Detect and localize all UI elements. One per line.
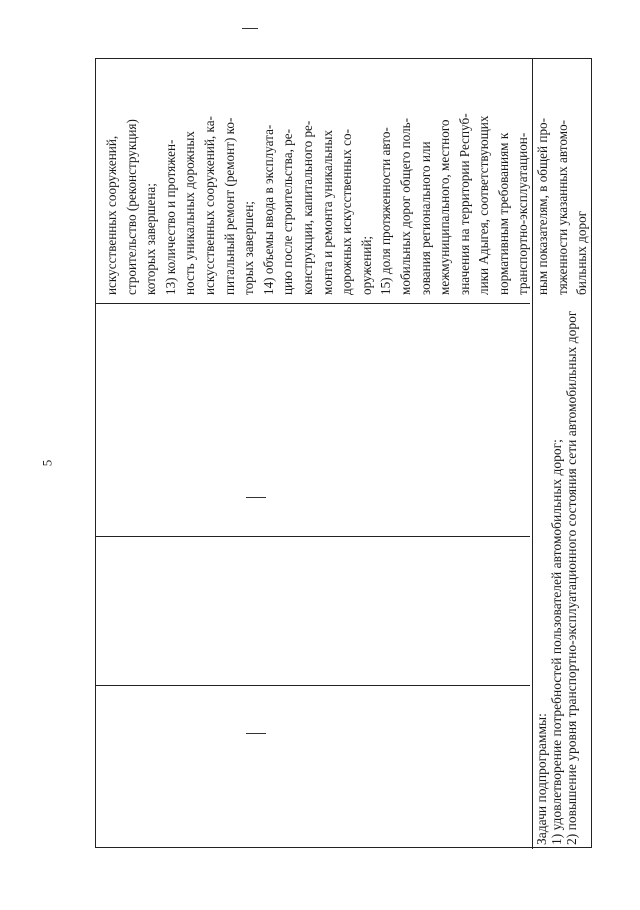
page-number: 5 xyxy=(39,459,55,467)
tasks-heading: Задачи подпрограммы: xyxy=(534,713,549,845)
cell-text-line: бильных дорог xyxy=(574,210,590,295)
cell-text-line: строительство (реконструкция) xyxy=(123,119,139,295)
row-divider xyxy=(96,685,530,686)
cell-dash xyxy=(246,733,266,734)
task-item: 2) повышение уровня транспортно-эксплуатационного состояния сети автомобильных дорог xyxy=(564,310,579,845)
cell-text-line: нормативным требованиям к xyxy=(495,132,511,295)
task-item: 1) удовлетворение потребностей пользователей автомобильных дорог; xyxy=(549,439,564,845)
cell-text-line: монта и ремонта уникальных xyxy=(319,130,335,295)
cell-text-line: ным показателям, в общей про- xyxy=(535,117,551,295)
cell-text-line: конструкции, капитального ре- xyxy=(299,120,315,295)
cell-text-line: 14) объемы ввода в эксплуата- xyxy=(260,124,276,295)
cell-text-line: 15) доля протяженности авто- xyxy=(378,127,394,295)
cell-text-line: зования регионального или xyxy=(417,141,433,295)
subprogram-tasks xyxy=(534,311,579,845)
row-divider xyxy=(96,536,530,537)
cell-text-line: искусственных сооружений, ка- xyxy=(201,116,217,295)
cell-text-line: мобильных дорог общего поль- xyxy=(397,117,413,295)
cell-text-line: лики Адыгея, соответствующих xyxy=(476,115,492,295)
top-scan-mark xyxy=(242,28,258,29)
cell-text-line: искусственных сооружений, xyxy=(104,135,119,295)
cell-text-line: которых завершена; xyxy=(143,183,159,295)
cell-text-line: тяженности указанных автомо- xyxy=(554,119,570,295)
indicators-cell-text xyxy=(102,69,592,295)
cell-text-line: оружений; xyxy=(358,235,374,295)
cell-dash xyxy=(246,497,266,498)
cell-text-line: межмуниципального, местного xyxy=(437,119,453,295)
cell-text-line: транспортно-эксплуатацион- xyxy=(515,132,531,295)
cell-text-line: ность уникальных дорожных xyxy=(182,131,198,295)
cell-text-line: дорожных искусственных со- xyxy=(339,129,355,295)
cell-text-line: питальный ремонт (ремонт) ко- xyxy=(221,117,237,295)
program-table xyxy=(95,58,592,848)
cell-text-line: значения на территории Респуб- xyxy=(456,113,472,295)
row-divider xyxy=(96,303,530,304)
cell-text-line: цию после строительства, ре- xyxy=(280,128,296,295)
cell-text-line: 13) количество и протяжен- xyxy=(162,139,178,295)
cell-text-line: торых завершен; xyxy=(241,201,257,295)
